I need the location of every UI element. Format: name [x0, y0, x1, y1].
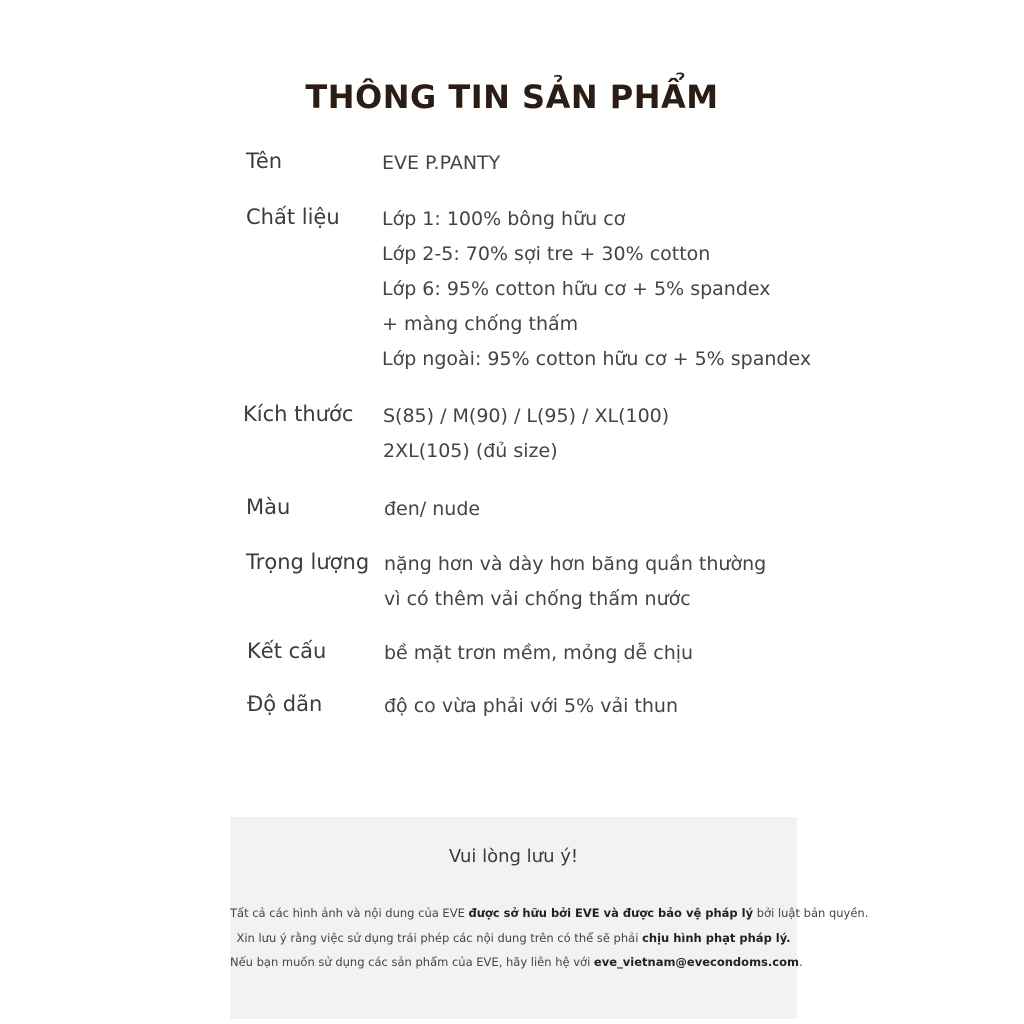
spec-value-line: S(85) / M(90) / L(95) / XL(100) [383, 405, 670, 427]
spec-value [384, 636, 984, 671]
spec-value-line: 2XL(105) (đủ size) [383, 440, 558, 462]
spec-value-line: EVE P.PANTY [382, 152, 501, 174]
spec-label: Màu [246, 495, 291, 519]
notice-line-ownership: Tất cả các hình ảnh và nội dung của EVE được sở hữu bởi EVE và được bảo vệ pháp lý bởi luật bản quyền. [230, 906, 869, 920]
spec-value [382, 202, 982, 377]
spec-label: Chất liệu [246, 205, 340, 229]
spec-value-line: bề mặt trơn mềm, mỏng dễ chịu [384, 642, 694, 664]
copyright-notice [230, 817, 869, 1019]
spec-value-line: vì có thêm vải chống thấm nước [384, 588, 691, 610]
spec-label: Kích thước [243, 402, 354, 426]
spec-label: Tên [246, 149, 283, 173]
spec-label: Độ dãn [247, 692, 323, 716]
spec-value-line: Lớp 1: 100% bông hữu cơ [382, 208, 626, 230]
notice-heading: Vui lòng lưu ý! [448, 846, 579, 867]
spec-label: Trọng lượng [246, 550, 370, 574]
spec-value-line: + màng chống thấm [382, 313, 579, 335]
notice-line-penalty: Xin lưu ý rằng việc sử dụng trái phép các nội dung trên có thể sẽ phải chịu hình phạt pháp lý. [236, 930, 791, 945]
spec-value-line: Lớp ngoài: 95% cotton hữu cơ + 5% spandex [382, 348, 812, 370]
spec-value-line: Lớp 6: 95% cotton hữu cơ + 5% spandex [382, 278, 771, 300]
spec-value [384, 689, 984, 724]
notice-body [230, 901, 869, 975]
notice-line-contact: Nếu bạn muốn sử dụng các sản phẩm của EVE, hãy liên hệ với eve_vietnam@evecondoms.com. [230, 955, 803, 969]
spec-value-line: nặng hơn và dày hơn băng quần thường [384, 553, 767, 575]
spec-value [384, 492, 984, 527]
spec-label: Kết cấu [247, 639, 327, 663]
spec-value-line: độ co vừa phải với 5% vải thun [384, 695, 679, 717]
spec-value-line: đen/ nude [384, 498, 481, 520]
spec-value [382, 146, 982, 181]
spec-value [383, 399, 983, 469]
spec-value [384, 547, 984, 617]
page-title: THÔNG TIN SẢN PHẨM [305, 78, 719, 117]
spec-value-line: Lớp 2-5: 70% sợi tre + 30% cotton [382, 243, 711, 265]
contact-email[interactable]: eve_vietnam@evecondoms.com [593, 955, 799, 969]
